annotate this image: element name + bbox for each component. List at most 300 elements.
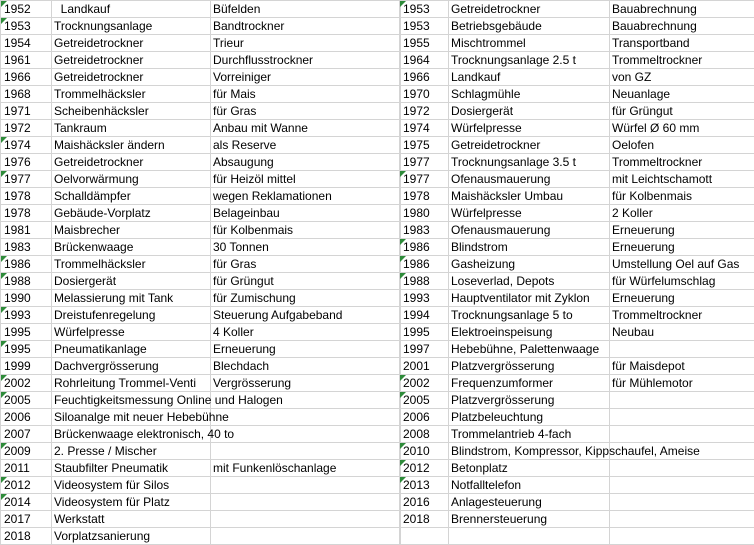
year-cell[interactable] — [400, 205, 449, 222]
item-cell-text: Gasheizung — [451, 257, 516, 271]
detail-cell[interactable] — [610, 256, 754, 273]
item-cell[interactable] — [52, 256, 211, 273]
detail-cell-text: für Grüngut — [213, 274, 274, 288]
year-cell[interactable] — [1, 324, 52, 341]
item-cell[interactable] — [449, 375, 610, 392]
year-cell[interactable] — [400, 35, 449, 52]
item-cell[interactable] — [52, 528, 211, 545]
year-cell[interactable] — [1, 273, 52, 290]
year-cell[interactable] — [1, 460, 52, 477]
year-cell-text: 2006 — [403, 410, 430, 424]
year-cell-text: 1961 — [4, 53, 31, 67]
item-cell[interactable] — [449, 528, 610, 545]
item-cell[interactable] — [449, 307, 610, 324]
cell-indicator-icon — [1, 392, 7, 398]
year-cell[interactable] — [400, 52, 449, 69]
item-cell[interactable] — [52, 35, 211, 52]
year-cell[interactable] — [400, 426, 449, 443]
item-cell[interactable] — [449, 205, 610, 222]
item-cell-text: Trocknungsanlage 5 to — [451, 308, 573, 322]
year-cell[interactable] — [1, 426, 52, 443]
year-cell[interactable] — [400, 341, 449, 358]
detail-cell[interactable] — [610, 120, 754, 137]
item-cell-text: Getreidetrockner — [451, 2, 541, 16]
detail-cell[interactable] — [211, 1, 401, 18]
item-cell[interactable] — [449, 273, 610, 290]
year-cell[interactable] — [1, 239, 52, 256]
detail-cell[interactable] — [610, 324, 754, 341]
detail-cell[interactable] — [211, 273, 401, 290]
item-cell[interactable] — [449, 69, 610, 86]
detail-cell-text: für Gras — [213, 104, 257, 118]
detail-cell[interactable] — [610, 154, 754, 171]
item-cell[interactable] — [52, 239, 211, 256]
year-cell-text: 1952 — [4, 2, 31, 16]
year-cell[interactable] — [1, 52, 52, 69]
year-cell[interactable] — [400, 273, 449, 290]
item-cell-text: Würfelpresse — [451, 206, 522, 220]
year-cell[interactable] — [1, 120, 52, 137]
table-row — [1, 494, 401, 511]
year-cell-text: 1966 — [403, 70, 430, 84]
item-cell[interactable] — [449, 511, 610, 528]
year-cell-text: 1995 — [403, 325, 430, 339]
item-cell[interactable] — [449, 222, 610, 239]
year-cell[interactable] — [1, 171, 52, 188]
year-cell[interactable] — [400, 324, 449, 341]
year-cell[interactable] — [400, 171, 449, 188]
detail-cell[interactable] — [211, 86, 401, 103]
detail-cell[interactable] — [610, 171, 754, 188]
cell-indicator-icon — [1, 137, 7, 143]
year-cell-text: 1999 — [4, 359, 31, 373]
item-cell[interactable] — [449, 256, 610, 273]
item-cell[interactable] — [52, 307, 211, 324]
cell-indicator-icon — [1, 443, 7, 449]
year-cell-text: 1955 — [403, 36, 430, 50]
year-cell[interactable] — [400, 188, 449, 205]
detail-cell[interactable] — [610, 358, 754, 375]
detail-cell[interactable] — [211, 375, 401, 392]
detail-cell[interactable] — [610, 426, 754, 443]
detail-cell-text: für Kolbenmais — [612, 189, 693, 203]
item-cell-text: Dosiergerät — [54, 274, 117, 288]
table-row — [1, 18, 401, 35]
detail-cell[interactable] — [211, 239, 401, 256]
detail-cell-text: Vergrösserung — [213, 376, 292, 390]
table-row — [1, 358, 401, 375]
detail-cell[interactable] — [610, 375, 754, 392]
item-cell[interactable] — [52, 86, 211, 103]
table-row — [400, 426, 754, 443]
detail-cell-text: Bauabrechnung — [612, 19, 697, 33]
detail-cell[interactable] — [610, 222, 754, 239]
item-cell[interactable] — [52, 69, 211, 86]
detail-cell[interactable] — [211, 443, 401, 460]
item-cell[interactable] — [52, 18, 211, 35]
year-cell[interactable] — [400, 511, 449, 528]
item-cell[interactable] — [52, 341, 211, 358]
detail-cell[interactable] — [610, 409, 754, 426]
year-cell[interactable] — [400, 443, 449, 460]
year-cell-text: 2007 — [4, 427, 31, 441]
item-cell[interactable] — [52, 324, 211, 341]
year-cell[interactable] — [400, 103, 449, 120]
item-cell-text: Oelvorwärmung — [54, 172, 139, 186]
detail-cell[interactable] — [211, 426, 401, 443]
item-cell[interactable] — [52, 120, 211, 137]
detail-cell[interactable] — [211, 171, 401, 188]
year-cell[interactable] — [1, 35, 52, 52]
year-cell[interactable] — [1, 511, 52, 528]
year-cell-text: 1990 — [4, 291, 31, 305]
year-cell-text: 1978 — [4, 189, 31, 203]
year-cell-text: 2018 — [4, 529, 31, 543]
detail-cell-text: Belageinbau — [213, 206, 280, 220]
item-cell[interactable] — [449, 409, 610, 426]
year-cell-text: 1993 — [403, 291, 430, 305]
detail-cell[interactable] — [211, 18, 401, 35]
cell-indicator-icon — [1, 171, 7, 177]
year-cell[interactable] — [400, 477, 449, 494]
year-cell[interactable] — [1, 256, 52, 273]
detail-cell-text: von GZ — [612, 70, 652, 84]
item-cell[interactable] — [449, 341, 610, 358]
detail-cell[interactable] — [211, 307, 401, 324]
cell-indicator-icon — [1, 18, 7, 24]
year-cell[interactable] — [1, 528, 52, 545]
detail-cell[interactable] — [610, 103, 754, 120]
table-row — [1, 154, 401, 171]
detail-cell-text: für Kolbenmais — [213, 223, 294, 237]
cell-indicator-icon — [1, 273, 7, 279]
detail-cell[interactable] — [211, 52, 401, 69]
year-cell[interactable] — [1, 1, 52, 18]
year-cell-text: 1974 — [403, 121, 430, 135]
year-cell[interactable] — [1, 307, 52, 324]
year-cell[interactable] — [400, 137, 449, 154]
year-cell-text: 1966 — [4, 70, 31, 84]
year-cell-text: 2011 — [4, 461, 30, 475]
year-cell[interactable] — [400, 392, 449, 409]
table-row — [1, 171, 401, 188]
year-cell-text: 1964 — [403, 53, 430, 67]
detail-cell[interactable] — [211, 103, 401, 120]
item-cell-text: Brückenwaage elektronisch, 40 to — [54, 427, 235, 441]
item-cell[interactable] — [449, 460, 610, 477]
year-cell-text: 1954 — [4, 36, 31, 50]
detail-cell[interactable] — [610, 290, 754, 307]
detail-cell[interactable] — [610, 528, 754, 545]
item-cell[interactable] — [449, 120, 610, 137]
table-row — [400, 137, 754, 154]
cell-indicator-icon — [400, 477, 406, 483]
detail-cell[interactable] — [610, 205, 754, 222]
item-cell[interactable] — [52, 273, 211, 290]
year-cell[interactable] — [400, 239, 449, 256]
detail-cell-text: 4 Koller — [213, 325, 254, 339]
year-cell[interactable] — [400, 528, 449, 545]
detail-cell-text: Neubau — [612, 325, 655, 339]
item-cell[interactable] — [449, 137, 610, 154]
cell-indicator-icon — [1, 375, 7, 381]
item-cell[interactable] — [449, 477, 610, 494]
year-cell[interactable] — [1, 18, 52, 35]
item-cell-text: Feuchtigkeitsmessung Online und Halogen — [54, 393, 283, 407]
item-cell[interactable] — [52, 477, 211, 494]
table-row — [400, 477, 754, 494]
year-cell[interactable] — [400, 120, 449, 137]
table-row — [400, 69, 754, 86]
year-cell[interactable] — [1, 375, 52, 392]
item-cell[interactable] — [52, 426, 235, 443]
detail-cell-text: Trommeltrockner — [612, 53, 703, 67]
detail-cell[interactable] — [211, 460, 401, 477]
item-cell[interactable] — [52, 103, 211, 120]
detail-cell[interactable] — [211, 137, 401, 154]
detail-cell[interactable] — [610, 511, 754, 528]
item-cell-text: Videosystem für Platz — [54, 495, 170, 509]
item-cell[interactable] — [449, 103, 610, 120]
cell-indicator-icon — [1, 1, 7, 7]
year-cell[interactable] — [1, 443, 52, 460]
table-row — [400, 375, 754, 392]
item-cell-text: Platzvergrösserung — [451, 359, 555, 373]
item-cell[interactable] — [449, 290, 610, 307]
year-cell[interactable] — [400, 69, 449, 86]
year-cell[interactable] — [1, 358, 52, 375]
year-cell-text: 1986 — [403, 240, 430, 254]
cell-indicator-icon — [400, 239, 406, 245]
year-cell[interactable] — [1, 188, 52, 205]
detail-cell[interactable] — [610, 494, 754, 511]
table-row — [1, 460, 401, 477]
item-cell[interactable] — [52, 154, 211, 171]
cell-indicator-icon — [1, 494, 7, 500]
item-cell[interactable] — [449, 188, 610, 205]
item-cell-text: Betriebsgebäude — [451, 19, 542, 33]
item-cell[interactable] — [52, 137, 211, 154]
year-cell[interactable] — [400, 222, 449, 239]
item-cell[interactable] — [52, 222, 211, 239]
item-cell[interactable] — [52, 52, 211, 69]
item-cell[interactable] — [52, 494, 211, 511]
item-cell[interactable] — [449, 35, 610, 52]
table-row — [400, 460, 754, 477]
detail-cell[interactable] — [211, 511, 401, 528]
year-cell[interactable] — [400, 1, 449, 18]
item-cell-text: Landkauf — [451, 70, 501, 84]
item-cell[interactable] — [449, 1, 610, 18]
detail-cell[interactable] — [610, 477, 754, 494]
detail-cell[interactable] — [211, 256, 401, 273]
detail-cell[interactable] — [211, 324, 401, 341]
item-cell-text: Getreidetrockner — [54, 70, 144, 84]
item-cell-text: Maishäcksler Umbau — [451, 189, 564, 203]
table-row — [400, 273, 754, 290]
year-cell-text: 1988 — [403, 274, 430, 288]
cell-indicator-icon — [400, 171, 406, 177]
cell-indicator-icon — [400, 375, 406, 381]
year-cell-text: 1953 — [403, 2, 430, 16]
year-cell-text: 2014 — [4, 495, 31, 509]
table-row — [400, 154, 754, 171]
detail-cell-text: Vorreiniger — [213, 70, 272, 84]
detail-cell[interactable] — [610, 18, 754, 35]
item-cell-text: Hebebühne, Palettenwaage — [451, 342, 600, 356]
year-cell[interactable] — [1, 494, 52, 511]
item-cell[interactable] — [449, 443, 700, 460]
year-cell-text: 1978 — [4, 206, 31, 220]
detail-cell[interactable] — [610, 188, 754, 205]
year-cell-text: 1968 — [4, 87, 31, 101]
item-cell-text: Brückenwaage — [54, 240, 134, 254]
detail-cell[interactable] — [211, 69, 401, 86]
detail-cell-text: Oelofen — [612, 138, 655, 152]
item-cell-text: Frequenzumformer — [451, 376, 554, 390]
cell-indicator-icon — [1, 477, 7, 483]
detail-cell-text: Steuerung Aufgabeband — [213, 308, 343, 322]
detail-cell[interactable] — [211, 120, 401, 137]
table-row — [1, 290, 401, 307]
item-cell[interactable] — [52, 1, 211, 18]
year-cell-text: 2010 — [403, 444, 430, 458]
year-cell[interactable] — [400, 409, 449, 426]
item-cell[interactable] — [449, 86, 610, 103]
detail-cell[interactable] — [610, 341, 754, 358]
year-cell[interactable] — [400, 18, 449, 35]
detail-cell[interactable] — [211, 358, 401, 375]
item-cell-text: Videosystem für Silos — [54, 478, 170, 492]
detail-cell[interactable] — [211, 409, 401, 426]
detail-cell[interactable] — [211, 341, 401, 358]
detail-cell[interactable] — [610, 52, 754, 69]
detail-cell-text: Absaugung — [213, 155, 274, 169]
item-cell[interactable] — [52, 460, 211, 477]
item-cell[interactable] — [52, 443, 211, 460]
year-cell[interactable] — [400, 460, 449, 477]
year-cell-text: 1970 — [403, 87, 430, 101]
year-cell[interactable] — [1, 69, 52, 86]
detail-cell[interactable] — [610, 69, 754, 86]
item-cell[interactable] — [449, 358, 610, 375]
detail-cell[interactable] — [211, 477, 401, 494]
item-cell-text: Getreidetrockner — [451, 138, 541, 152]
item-cell[interactable] — [449, 392, 610, 409]
detail-cell-text: als Reserve — [213, 138, 277, 152]
item-cell-text: Trommelhäcksler — [54, 257, 146, 271]
detail-cell[interactable] — [610, 137, 754, 154]
table-row — [1, 103, 401, 120]
year-cell-text: 1981 — [4, 223, 31, 237]
detail-cell[interactable] — [211, 494, 401, 511]
detail-cell-text: Erneuerung — [612, 240, 675, 254]
item-cell[interactable] — [52, 205, 211, 222]
detail-cell-text: Bandtrockner — [213, 19, 285, 33]
detail-cell[interactable] — [211, 154, 401, 171]
year-cell[interactable] — [1, 409, 52, 426]
cell-indicator-icon — [400, 392, 406, 398]
detail-cell-text: mit Leichtschamott — [612, 172, 713, 186]
year-cell[interactable] — [1, 154, 52, 171]
table-row — [400, 511, 754, 528]
year-cell[interactable] — [400, 154, 449, 171]
detail-cell[interactable] — [610, 35, 754, 52]
item-cell[interactable] — [449, 494, 610, 511]
table-row — [1, 426, 401, 443]
table-row — [400, 494, 754, 511]
item-cell[interactable] — [52, 392, 283, 409]
year-cell[interactable] — [1, 341, 52, 358]
item-cell-text: Werkstatt — [54, 512, 105, 526]
table-row — [1, 324, 401, 341]
detail-cell[interactable] — [211, 290, 401, 307]
year-cell[interactable] — [400, 86, 449, 103]
item-cell[interactable] — [449, 171, 610, 188]
year-cell[interactable] — [1, 205, 52, 222]
year-cell[interactable] — [400, 307, 449, 324]
year-cell-text: 2005 — [403, 393, 430, 407]
year-cell[interactable] — [1, 290, 52, 307]
detail-cell-text: mit Funkenlöschanlage — [213, 461, 337, 475]
detail-cell[interactable] — [610, 460, 754, 477]
year-cell[interactable] — [1, 477, 52, 494]
detail-cell[interactable] — [610, 392, 754, 409]
item-cell[interactable] — [449, 18, 610, 35]
item-cell[interactable] — [52, 511, 211, 528]
item-cell[interactable] — [449, 52, 610, 69]
year-cell[interactable] — [1, 86, 52, 103]
cell-indicator-icon — [400, 1, 406, 7]
detail-cell[interactable] — [211, 528, 401, 545]
item-cell[interactable] — [52, 188, 211, 205]
detail-cell[interactable] — [610, 239, 754, 256]
year-cell[interactable] — [400, 290, 449, 307]
item-cell-text: Landkauf — [54, 2, 111, 16]
year-cell[interactable] — [1, 137, 52, 154]
year-cell[interactable] — [400, 256, 449, 273]
item-cell[interactable] — [52, 171, 211, 188]
detail-cell[interactable] — [211, 222, 401, 239]
year-cell[interactable] — [400, 375, 449, 392]
detail-cell-text: Trieur — [213, 36, 244, 50]
right-table — [399, 0, 754, 545]
detail-cell[interactable] — [610, 86, 754, 103]
item-cell[interactable] — [52, 375, 211, 392]
item-cell[interactable] — [52, 409, 229, 426]
item-cell-text: Schalldämpfer — [54, 189, 131, 203]
detail-cell[interactable] — [211, 205, 401, 222]
detail-cell[interactable] — [610, 1, 754, 18]
item-cell[interactable] — [449, 324, 610, 341]
year-cell[interactable] — [400, 494, 449, 511]
year-cell[interactable] — [400, 358, 449, 375]
item-cell[interactable] — [52, 290, 211, 307]
item-cell[interactable] — [449, 154, 610, 171]
year-cell[interactable] — [1, 222, 52, 239]
detail-cell[interactable] — [211, 35, 401, 52]
year-cell[interactable] — [1, 103, 52, 120]
detail-cell[interactable] — [610, 307, 754, 324]
year-cell[interactable] — [1, 392, 52, 409]
year-cell-text: 1997 — [403, 342, 430, 356]
detail-cell[interactable] — [610, 273, 754, 290]
item-cell[interactable] — [449, 426, 610, 443]
item-cell[interactable] — [449, 239, 610, 256]
detail-cell[interactable] — [211, 188, 401, 205]
item-cell[interactable] — [52, 358, 211, 375]
detail-cell-text: 30 Tonnen — [213, 240, 269, 254]
